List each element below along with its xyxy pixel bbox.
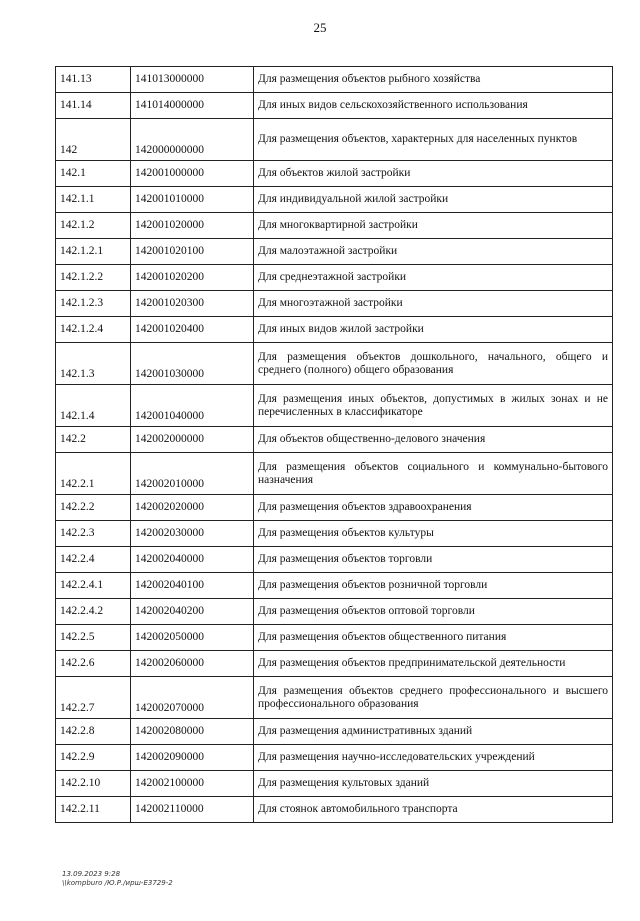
table-row: [56, 495, 613, 521]
row-description-cell: Для размещения иных объектов, допустимых в жилых зонах и не перечисленных в классификаторе: [254, 385, 613, 427]
table-row: [56, 93, 613, 119]
row-number-cell: 142.2.8: [56, 719, 131, 745]
row-number-cell: 142.2: [56, 427, 131, 453]
row-code-cell: 142001020000: [131, 213, 254, 239]
table-row: [56, 745, 613, 771]
table-row: [56, 573, 613, 599]
table-row: [56, 797, 613, 823]
row-description-cell: Для объектов жилой застройки: [254, 161, 613, 187]
row-number-cell: 142.1.2.2: [56, 265, 131, 291]
row-description-cell: Для размещения объектов социального и коммунально-бытового назначения: [254, 453, 613, 495]
table-row: [56, 161, 613, 187]
table-row: [56, 317, 613, 343]
row-code-cell: 141014000000: [131, 93, 254, 119]
row-code-cell: 142002060000: [131, 651, 254, 677]
table-row: [56, 265, 613, 291]
row-number-cell: 142.2.4: [56, 547, 131, 573]
table-row: [56, 67, 613, 93]
row-description-cell: Для размещения объектов предпринимательской деятельности: [254, 651, 613, 677]
row-description-cell: Для размещения объектов здравоохранения: [254, 495, 613, 521]
row-code-cell: 141013000000: [131, 67, 254, 93]
row-number-cell: 142.1.1: [56, 187, 131, 213]
row-number-cell: 142.2.5: [56, 625, 131, 651]
row-number-cell: 142.2.4.2: [56, 599, 131, 625]
table-row: [56, 213, 613, 239]
row-code-cell: 142002040000: [131, 547, 254, 573]
row-description-cell: Для индивидуальной жилой застройки: [254, 187, 613, 213]
row-code-cell: 142002110000: [131, 797, 254, 823]
row-number-cell: 142.2.10: [56, 771, 131, 797]
row-description-cell: Для размещения объектов среднего профессионального и высшего профессионального образования: [254, 677, 613, 719]
row-number-cell: 142.2.1: [56, 453, 131, 495]
row-code-cell: 142001000000: [131, 161, 254, 187]
row-code-cell: 142001020200: [131, 265, 254, 291]
table-row: [56, 521, 613, 547]
table-row: [56, 385, 613, 427]
row-code-cell: 142002050000: [131, 625, 254, 651]
row-description-cell: Для размещения объектов культуры: [254, 521, 613, 547]
row-number-cell: 142.2.3: [56, 521, 131, 547]
table-row: [56, 453, 613, 495]
row-code-cell: 142000000000: [131, 119, 254, 161]
row-number-cell: 142.2.6: [56, 651, 131, 677]
row-number-cell: 142.1: [56, 161, 131, 187]
row-description-cell: Для размещения объектов розничной торговли: [254, 573, 613, 599]
row-description-cell: Для размещения объектов рыбного хозяйства: [254, 67, 613, 93]
classifier-table: [55, 66, 613, 823]
row-code-cell: 142002080000: [131, 719, 254, 745]
row-number-cell: 142.2.2: [56, 495, 131, 521]
row-description-cell: Для размещения научно-исследовательских учреждений: [254, 745, 613, 771]
row-number-cell: 142.2.4.1: [56, 573, 131, 599]
row-description-cell: Для среднеэтажной застройки: [254, 265, 613, 291]
table-row: [56, 599, 613, 625]
row-description-cell: Для иных видов жилой застройки: [254, 317, 613, 343]
table-row: [56, 343, 613, 385]
table-row: [56, 677, 613, 719]
row-code-cell: 142001040000: [131, 385, 254, 427]
row-number-cell: 141.13: [56, 67, 131, 93]
table-row: [56, 719, 613, 745]
table-row: [56, 625, 613, 651]
row-code-cell: 142001020100: [131, 239, 254, 265]
row-description-cell: Для многоквартирной застройки: [254, 213, 613, 239]
table-row: [56, 651, 613, 677]
row-code-cell: 142001030000: [131, 343, 254, 385]
footer-timestamp: 13.09.2023 9:28: [62, 870, 121, 878]
row-code-cell: 142002000000: [131, 427, 254, 453]
row-code-cell: 142002030000: [131, 521, 254, 547]
table-row: [56, 547, 613, 573]
row-code-cell: 142001010000: [131, 187, 254, 213]
row-description-cell: Для размещения объектов оптовой торговли: [254, 599, 613, 625]
page-number: 25: [313, 20, 327, 35]
row-number-cell: 142.1.2: [56, 213, 131, 239]
row-code-cell: 142002040100: [131, 573, 254, 599]
row-description-cell: Для малоэтажной застройки: [254, 239, 613, 265]
row-description-cell: Для стоянок автомобильного транспорта: [254, 797, 613, 823]
row-code-cell: 142002100000: [131, 771, 254, 797]
table-row: [56, 187, 613, 213]
row-number-cell: 142.2.9: [56, 745, 131, 771]
row-description-cell: Для объектов общественно-делового значения: [254, 427, 613, 453]
row-code-cell: 142002040200: [131, 599, 254, 625]
row-number-cell: 142.1.2.3: [56, 291, 131, 317]
row-number-cell: 142.2.11: [56, 797, 131, 823]
row-description-cell: Для размещения культовых зданий: [254, 771, 613, 797]
row-code-cell: 142002090000: [131, 745, 254, 771]
row-number-cell: 142.1.3: [56, 343, 131, 385]
row-code-cell: 142002010000: [131, 453, 254, 495]
footer-file-path: \\kompburo /Ю.Р./ирш-Е3729-2: [62, 879, 173, 887]
row-description-cell: Для размещения объектов общественного питания: [254, 625, 613, 651]
row-number-cell: 142.1.2.4: [56, 317, 131, 343]
row-code-cell: 142001020400: [131, 317, 254, 343]
row-number-cell: 142.1.2.1: [56, 239, 131, 265]
row-code-cell: 142001020300: [131, 291, 254, 317]
table-row: [56, 771, 613, 797]
row-number-cell: 142.2.7: [56, 677, 131, 719]
row-code-cell: 142002020000: [131, 495, 254, 521]
row-description-cell: Для иных видов сельскохозяйственного использования: [254, 93, 613, 119]
table-row: [56, 119, 613, 161]
table-row: [56, 427, 613, 453]
row-description-cell: Для размещения объектов торговли: [254, 547, 613, 573]
row-number-cell: 142.1.4: [56, 385, 131, 427]
classifier-table-body: [56, 67, 613, 823]
row-description-cell: Для размещения административных зданий: [254, 719, 613, 745]
table-row: [56, 239, 613, 265]
row-description-cell: Для размещения объектов, характерных для населенных пунктов: [254, 119, 613, 161]
row-description-cell: Для многоэтажной застройки: [254, 291, 613, 317]
row-code-cell: 142002070000: [131, 677, 254, 719]
row-description-cell: Для размещения объектов дошкольного, начального, общего и среднего (полного) общего образования: [254, 343, 613, 385]
document-footer: [62, 870, 173, 888]
table-row: [56, 291, 613, 317]
row-number-cell: 141.14: [56, 93, 131, 119]
row-number-cell: 142: [56, 119, 131, 161]
